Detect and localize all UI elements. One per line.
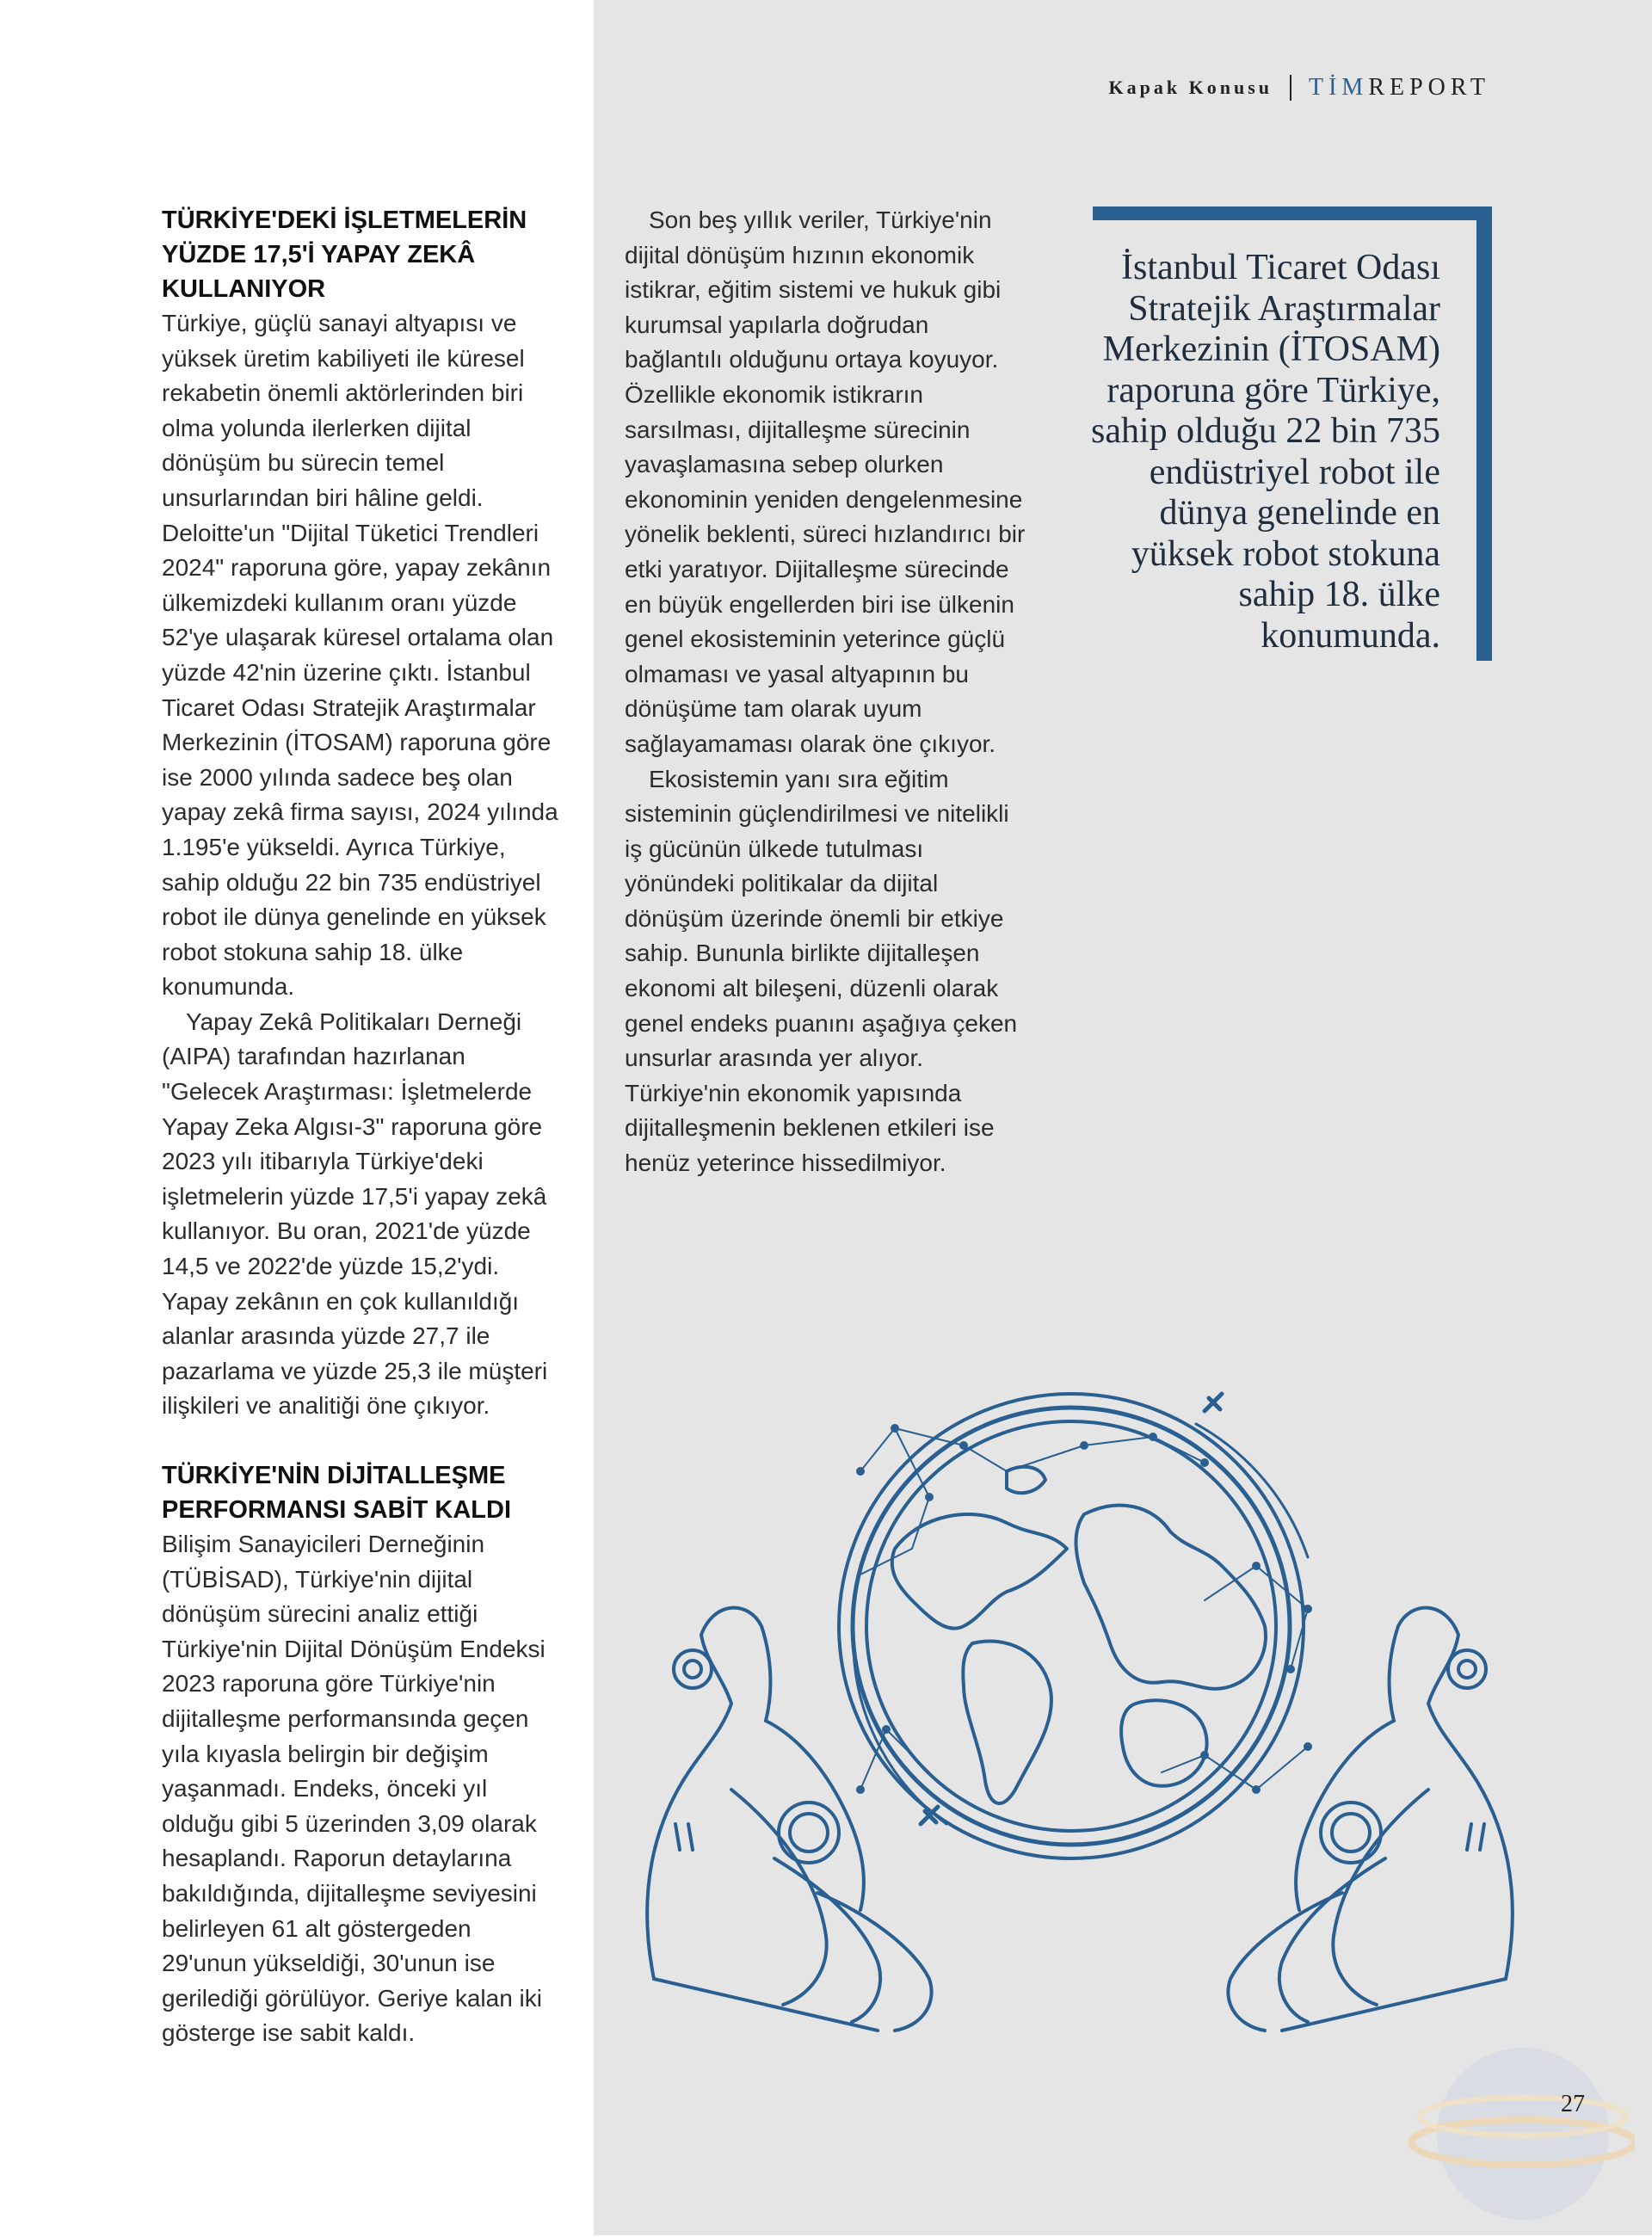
heading-line: YÜZDE 17,5'İ YAPAY ZEKÂ: [162, 241, 476, 268]
article-column-2: [625, 203, 1029, 1181]
column2-paragraph-2: Ekosistemin yanı sıra eğitim sisteminin güçlendirilmesi ve nitelikli iş gücünün ülkede tutulması yönündeki politikalar da dijital dönüşüm üzerinde önemli bir etkiye sahip. Bununla birlikte dijitalleşen ekonomi alt bileşeni, düzenli olarak genel endeks puanını aşağıya çeken unsurlar arasında yer alıyor. Türkiye'nin ekonomik yapısında dijitalleşmenin beklenen etkileri ise henüz yeterince hissedilmiyor.: [625, 765, 1018, 1177]
pull-quote-border-top: [1093, 206, 1492, 220]
heading-line: PERFORMANSI SABİT KALDI: [162, 1496, 511, 1524]
section2-heading: [162, 1458, 559, 1527]
pull-quote-border-right: [1476, 206, 1492, 661]
section1-paragraph-2: Yapay Zekâ Politikaları Derneği (AIPA) tarafından hazırlanan "Gelecek Araştırması: İşletmelerde Yapay Zeka Algısı-3" raporuna göre 2023 yılı itibarıyla Türkiye'deki işletmelerin yüzde 17,5'i yapay zekâ kullanıyor. Bu oran, 2021'de yüzde 14,5 ve 2022'de yüzde 15,2'ydi. Yapay zekânın en çok kullanıldığı alanlar arasında yüzde 27,7 ile pazarlama ve yüzde 25,3 ile müşteri ilişkileri ve analitiği öne çıkıyor.: [162, 1008, 548, 1420]
pull-quote: İstanbul Ticaret Odası Stratejik Araştırmalar Merkezinin (İTOSAM) raporuna göre Türkiye, sahip olduğu 22 bin 735 endüstriyel robot ile dünya genelinde en yüksek robot stokuna sahip 18. ülke konumunda.: [1091, 248, 1440, 656]
header-divider: [1290, 75, 1291, 101]
article-column-1: [162, 203, 559, 2051]
brand-logo: [1309, 74, 1490, 102]
column2-paragraph-1: Son beş yıllık veriler, Türkiye'nin dijital dönüşüm hızının ekonomik istikrar, eğitim sistemi ve hukuk gibi kurumsal yapılarla doğrudan bağlantılı olduğunu ortaya koyuyor. Özellikle ekonomik istikrarın sarsılması, dijitalleşme sürecinin yavaşlamasına sebep olurken ekonominin yeniden dengelenmesine yönelik beklenti, süreci hızlandırıcı bir etki yaratıyor. Dijitalleşme sürecinde en büyük engellerden biri ise ülkenin genel ekosisteminin yeterince güçlü olmaması ve yasal altyapının bu dönüşüme tam olarak uyum sağlayamaması olarak öne çıkıyor.: [625, 206, 1026, 757]
heading-line: KULLANIYOR: [162, 275, 326, 303]
page-header: [1051, 74, 1490, 102]
brand-suffix: REPORT: [1368, 74, 1490, 101]
page-number: 27: [1561, 2091, 1585, 2117]
heading-line: TÜRKİYE'DEKİ İŞLETMELERİN: [162, 206, 527, 234]
heading-line: TÜRKİYE'NİN DİJİTALLEŞME: [162, 1462, 506, 1489]
decorative-sphere-icon: [1394, 2031, 1635, 2237]
section2-paragraph-1: Bilişim Sanayicileri Derneğinin (TÜBİSAD), Türkiye'nin dijital dönüşüm sürecini analiz ettiği Türkiye'nin Dijital Dönüşüm Endeksi 2023 raporuna göre Türkiye'nin dijitalleşme performansında geçen yıla kıyasla belirgin bir değişim yaşanmadı. Endeks, önceki yıl olduğu gibi 5 üzerinden 3,09 olarak hesaplandı. Raporun detaylarına bakıldığında, dijitalleşme seviyesini belirleyen 61 alt göstergeden 29'unun yükseldiği, 30'unun ise gerilediği görülüyor. Geriye kalan iki gösterge ise sabit kaldı.: [162, 1531, 546, 2047]
section-label: Kapak Konusu: [1108, 77, 1273, 98]
section1-heading: [162, 203, 559, 306]
robot-hands-globe-icon: [602, 1342, 1557, 2048]
section1-paragraph-1: Türkiye, güçlü sanayi altyapısı ve yüksek üretim kabiliyeti ile küresel rekabetin önemli aktörlerinden biri olma yolunda ilerlerken dijital dönüşüm bu sürecin temel unsurlarından biri hâline geldi. Deloitte'un "Dijital Tüketici Trendleri 2024" raporuna göre, yapay zekânın ülkemizdeki kullanım oranı yüzde 52'ye ulaşarak küresel ortalama olan yüzde 42'nin üzerine çıktı. İstanbul Ticaret Odası Stratejik Araştırmalar Merkezinin (İTOSAM) raporuna göre ise 2000 yılında sadece beş olan yapay zekâ firma sayısı, 2024 yılında 1.195'e yükseldi. Ayrıca Türkiye, sahip olduğu 22 bin 735 endüstriyel robot ile dünya genelinde en yüksek robot stokuna sahip 18. ülke konumunda.: [162, 310, 558, 1001]
brand-prefix: TİM: [1309, 74, 1369, 101]
